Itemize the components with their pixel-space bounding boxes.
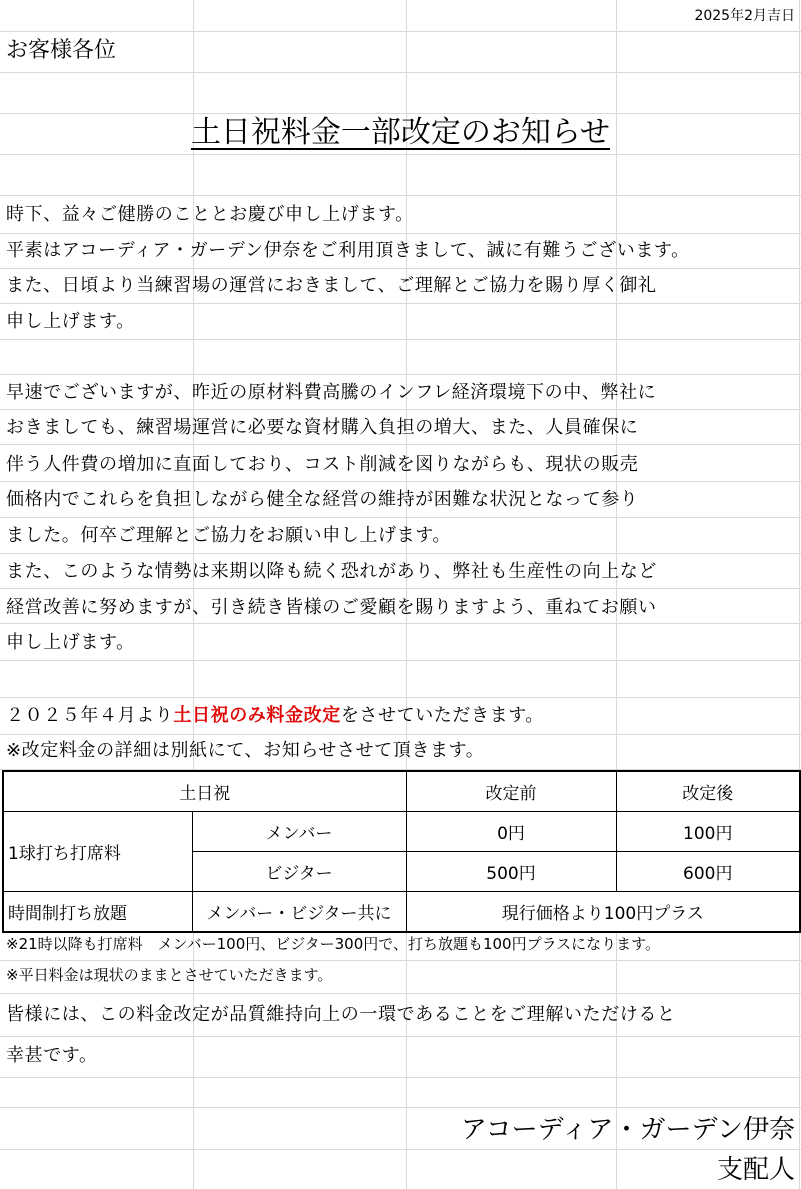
header-category: 土日祝 <box>3 771 406 812</box>
member-after: 100円 <box>616 812 800 852</box>
note-line: ※21時以降も打席料 メンバー100円、ビジター300円で、打ち放題も100円プラスになります。 <box>6 935 660 953</box>
greeting: お客様各位 <box>6 38 117 63</box>
closing-line: 皆様には、この料金改定が品質維持向上の一環であることをご理解いただけると <box>6 1004 676 1025</box>
signature-role: 支配人 <box>716 1155 795 1185</box>
note-line: ※平日料金は現状のままとさせていただきます。 <box>6 966 333 984</box>
document-title: 土日祝料金一部改定のお知らせ <box>190 115 611 150</box>
announcement: ２０２５年４月より土日祝のみ料金改定をさせていただきます。 <box>6 705 544 726</box>
row-label-time-based: 時間制打ち放題 <box>3 892 192 933</box>
paragraph-line: また、このような情勢は来期以降も続く恐れがあり、弊社も生産性の向上など <box>6 561 657 582</box>
visitor-after: 600円 <box>616 852 800 892</box>
paragraph-line: 時下、益々ご健勝のこととお慶び申し上げます。 <box>6 204 414 225</box>
header-before: 改定前 <box>406 771 616 812</box>
member-label: メンバー <box>192 812 406 852</box>
paragraph-line: 申し上げます。 <box>6 632 135 653</box>
issue-date: 2025年2月吉日 <box>694 8 795 24</box>
visitor-label: ビジター <box>192 852 406 892</box>
signature-company: アコーディア・ガーデン伊奈 <box>460 1115 795 1145</box>
announcement-highlight: 土日祝のみ料金改定 <box>173 705 341 726</box>
time-based-value: 現行価格より100円プラス <box>406 892 800 933</box>
paragraph-line: 価格内でこれらを負担しながら健全な経営の維持が困難な状況となって参り <box>6 489 639 510</box>
paragraph-line: 伴う人件費の増加に直面しており、コスト削減を図りながらも、現状の販売 <box>6 454 639 475</box>
member-before: 0円 <box>406 812 616 852</box>
paragraph-line: また、日頃より当練習場の運営におきまして、ご理解とご協力を賜り厚く御礼 <box>6 275 657 296</box>
paragraph-line: おきましても、練習場運営に必要な資材購入負担の増大、また、人員確保に <box>6 417 639 438</box>
row-label-single-ball: 1球打ち打席料 <box>3 812 192 892</box>
paragraph-line: 早速でございますが、昨近の原材料費高騰のインフレ経済環境下の中、弊社に <box>6 382 657 403</box>
paragraph-line: 平素はアコーディア・ガーデン伊奈をご利用頂きまして、誠に有難うございます。 <box>6 240 690 261</box>
detail-note: ※改定料金の詳細は別紙にて、お知らせさせて頂きます。 <box>6 740 485 761</box>
paragraph-line: ました。何卒ご理解とご協力をお願い申し上げます。 <box>6 525 451 546</box>
header-after: 改定後 <box>616 771 800 812</box>
paragraph-line: 申し上げます。 <box>6 311 135 332</box>
closing-line: 幸甚です。 <box>6 1045 98 1066</box>
paragraph-line: 経営改善に努めますが、引き続き皆様のご愛顧を賜りますよう、重ねてお願い <box>6 597 657 618</box>
time-based-sub: メンバー・ビジター共に <box>192 892 406 933</box>
fee-table <box>2 770 801 933</box>
visitor-before: 500円 <box>406 852 616 892</box>
